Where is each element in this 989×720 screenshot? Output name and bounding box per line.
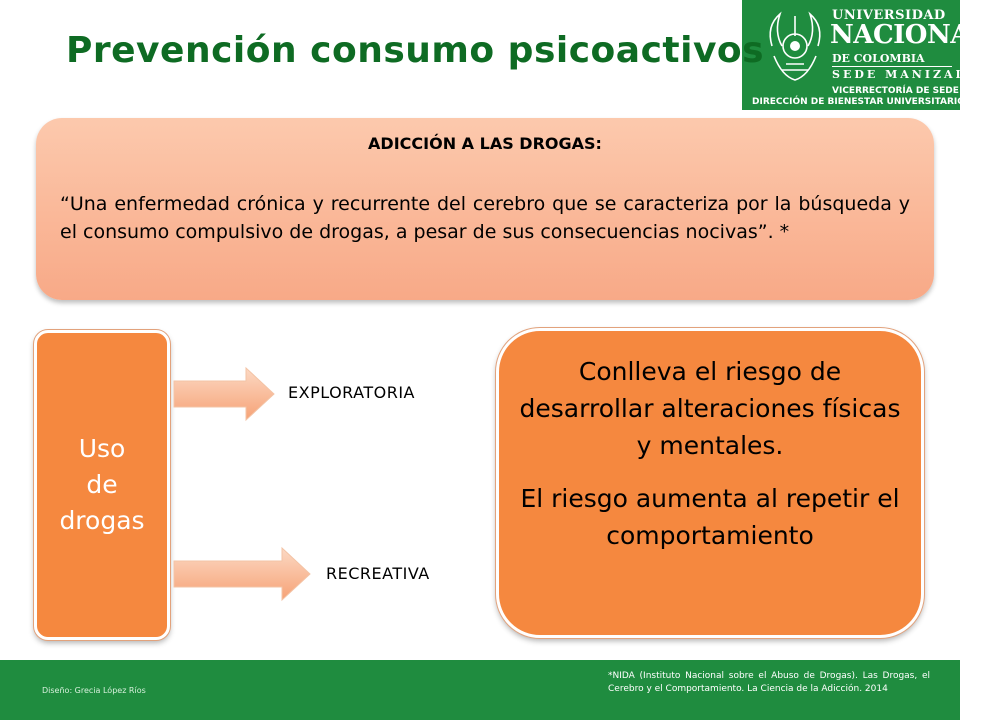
risk-paragraph: Conlleva el riesgo de desarrollar alteraciones físicas y mentales.: [519, 357, 901, 460]
title-panel: [0, 0, 765, 110]
page-title: Prevención consumo psicoactivos: [66, 30, 765, 71]
header-bar: [0, 0, 989, 110]
logo-colombia-text: DE COLOMBIA: [832, 52, 925, 65]
drug-use-label-line: de: [86, 470, 118, 499]
risk-box: [496, 328, 924, 638]
drug-use-label-line: drogas: [59, 506, 145, 535]
source-citation: *NIDA (Instituto Nacional sobre el Abuso de Drogas). Las Drogas, el Cerebro y el Comportamiento. La Ciencia de la Adicción. 2014: [608, 671, 930, 694]
definition-text: “Una enfermedad crónica y recurrente del cerebro que se caracteriza por la búsqueda y el consumo compulsivo de drogas, a pesar de sus consecuencias nocivas”. *: [60, 193, 910, 243]
university-seal-icon: [762, 6, 828, 86]
logo-universidad-text: UNIVERSIDAD: [832, 8, 946, 23]
drug-use-box: [34, 330, 170, 640]
branch-label-exploratoria: EXPLORATORIA: [288, 383, 415, 402]
arrow-right-icon: [172, 546, 312, 602]
drug-use-label-line: Uso: [78, 434, 126, 463]
logo-divider: [832, 66, 952, 67]
logo-sede-text: SEDE MANIZALES: [832, 68, 989, 81]
definition-heading: ADICCIÓN A LAS DROGAS:: [368, 134, 602, 153]
logo-bienestar-text: DIRECCIÓN DE BIENESTAR UNIVERSITARIO: [752, 97, 965, 107]
arrow-right-icon: [172, 366, 276, 422]
drug-use-label: [37, 431, 167, 539]
design-credit: Diseño: Grecia López Ríos: [42, 686, 146, 695]
branch-label-recreativa: RECREATIVA: [326, 564, 430, 583]
logo-nacional-text: NACIONAL: [830, 20, 988, 50]
logo-vicerrectoria-text: VICERRECTORÍA DE SEDE: [832, 86, 959, 96]
university-logo: [752, 4, 989, 108]
definition-box: [36, 118, 934, 300]
risk-paragraph: El riesgo aumenta al repetir el comportamiento: [520, 484, 900, 550]
risk-text: [519, 353, 901, 554]
